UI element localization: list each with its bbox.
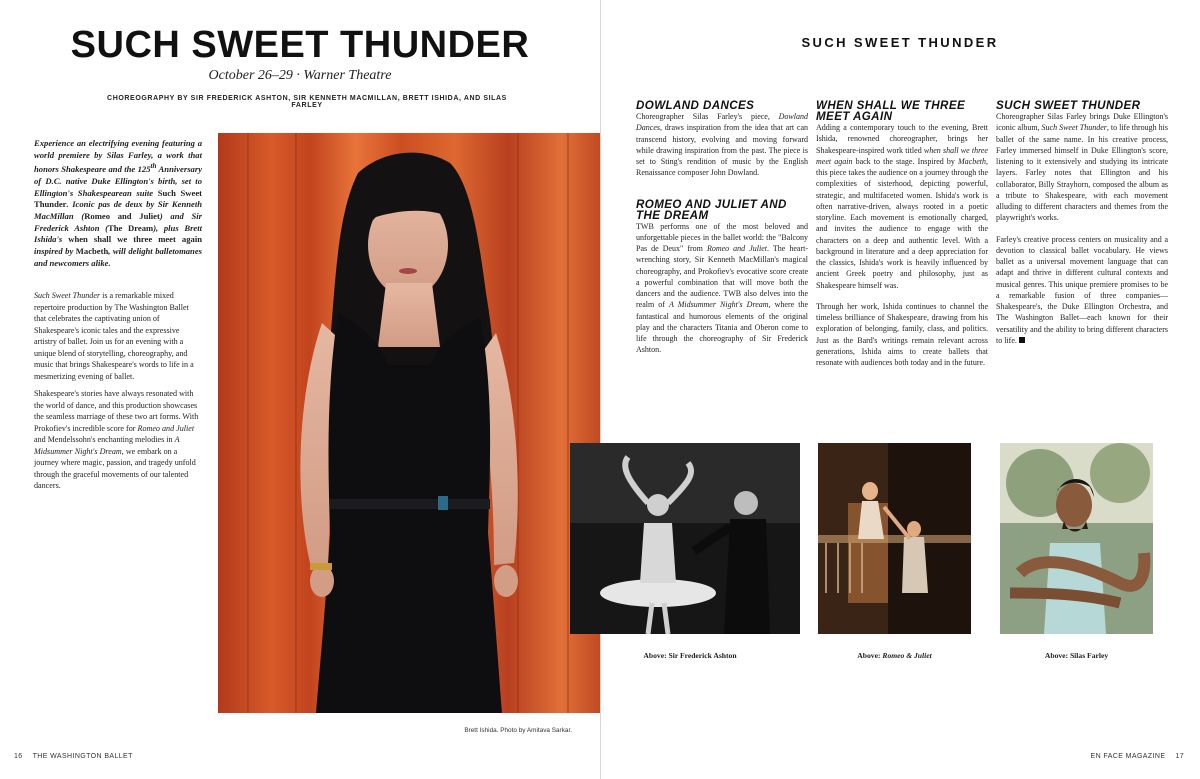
article-title: SUCH SWEET THUNDER	[70, 24, 530, 66]
section-text: Choreographer Silas Farley brings Duke Ellington's iconic album, Such Sweet Thunder, to life through his ballet of the same name. In his creative process, Farley immersed himself in Duke Ellington's score, listening to it extensively and studying its intricate layers. Farley notes that Ellington and his collaborator, Billy Strayhorn, composed the album as a tribute to Shakespeare, with each movement alluding to different characters and themes from the playwright's works.	[996, 112, 1168, 223]
page-number: 17	[1175, 753, 1184, 760]
publication-name: THE WASHINGTON BALLET	[32, 753, 133, 760]
section-text: Through her work, Ishida continues to channel the timeless brilliance of Shakespeare, drawing from his exploration of belonging, family, class, and politics. Just as the Bard's writings remain relevant across generations, Ishida aims to create ballets that resonate with audiences both today and in the future.	[816, 301, 988, 367]
publication-name: EN FACE MAGAZINE	[1090, 753, 1166, 760]
section-heading: WHEN SHALL WE THREE MEET AGAIN	[816, 99, 966, 123]
brett-ishida-portrait-photo	[218, 133, 600, 713]
caption-romeo-juliet: Above: Romeo & Juliet	[857, 651, 932, 660]
frederick-ashton-photo	[570, 443, 800, 634]
section-heading: ROMEO AND JULIET AND THE DREAM	[636, 197, 787, 222]
section-text: Adding a contemporary touch to the evening, Brett Ishida, renowned choreographer, brings her Shakespeare-inspired work titled when shall we three meet again back to the stage. Inspired by Macbeth, this piece takes the audience on a journey through the complexities of sisterhood, depicting powerful, strategic, and multifaceted women. Ishida's work is often narrative-driven, always rooted in a poetic storyline. Each movement is emotionally charged, and invites the audience to engage with the characters on a deep and authentic level. With a background in literature and a deep appreciation for the classics, Ishida's work is heavily influenced by ancient Greek poetry and philosophy, just as Shakespeare himself was.	[816, 123, 989, 290]
running-head: SUCH SWEET THUNDER	[801, 35, 999, 50]
page-gutter	[600, 0, 601, 779]
column-3	[996, 100, 1168, 346]
section-heading: DOWLAND DANCES	[636, 99, 755, 112]
body-paragraph: Such Sweet Thunder is a remarkable mixed repertoire production by The Washington Ballet that celebrates the captivating union of Shakespeare's iconic tales and the expressive artistry of ballet. Join us for an evening with a unique blend of storytelling, choreography, and music that brings Shakespeare's words to life in a mesmerizing evening of ballet.	[34, 291, 194, 381]
section-text: Choreographer Silas Farley's piece, Dowland Dances, draws inspiration from the idea that art can transcend history, evolving and moving forward while drawing inspiration from the past. The piece is set to Sting's rendition of music by the English Renaissance composer John Dowland.	[636, 112, 808, 178]
event-date-venue: October 26–29 · Warner Theatre	[208, 68, 392, 83]
romeo-and-juliet-photo	[818, 443, 971, 634]
end-mark	[1019, 337, 1025, 343]
caption-ashton: Above: Sir Frederick Ashton	[643, 651, 737, 660]
photo-credit: Brett Ishida. Photo by Amitava Sarkar.	[464, 727, 572, 734]
column-1	[636, 100, 808, 356]
section-text: TWB performs one of the most beloved and unforgettable pieces in the ballet world: the "Balcony Pas de Deux" from Romeo and Juliet. The heart-wrenching story, Sir Kenneth MacMillan's magical choreography, and Prokofiev's evocative score create a powerful combination that will move both the dancers and the audience. TWB also delves into the realm of A Midsummer Night's Dream, where the fantastical and humorous elements of the original play and the characters Titania and Oberon come to life through the choreography of Sir Frederick Ashton.	[636, 221, 808, 355]
section-heading: SUCH SWEET THUNDER	[996, 99, 1141, 112]
column-2	[816, 100, 988, 368]
intro-paragraph: Experience an electrifying evening featuring a world premiere by Silas Farley, a work that honors Shakespeare and the 125th Anniversary of D.C. native Duke Ellington's birth, set to Ellington's Shakespearean suite Such Sweet Thunder. Iconic pas de deux by Sir Kenneth MacMillan (Romeo and Juliet) and Sir Frederick Ashton (The Dream), plus Brett Ishida's when shall we three meet again inspired by Macbeth, will delight balletomanes and newcomers alike.	[34, 138, 203, 268]
footer-left	[14, 753, 133, 760]
footer-right	[1091, 753, 1184, 760]
caption-farley: Above: Silas Farley	[1044, 651, 1109, 660]
silas-farley-photo	[1000, 443, 1153, 634]
body-paragraph: Shakespeare's stories have always resonated with the world of dance, and this production showcases the seamless marriage of these two art forms. With Prokofiev's incredible score for Romeo and Juliet and Mendelssohn's enchanting melodies in A Midsummer Night's Dream, we embark on a journey where magic, passion, and tragedy unfold through the graceful movements of our talented dancers.	[34, 389, 199, 490]
section-text: Farley's creative process centers on musicality and a devotion to classical ballet vocabulary. He views ballet as a universal movement language that can adapt and thrive in different cultural contexts and musical genres. This unique premiere promises to be a remarkable fusion of three companies—Shakespeare's, the Duke Ellington Orchestra, and The Washington Ballet—each known for their versatility and the ability to bring different characters to life.	[996, 234, 1168, 345]
choreography-credits: CHOREOGRAPHY BY SIR FREDERICK ASHTON, SIR KENNETH MACMILLAN, BRETT ISHIDA, AND SILAS FARLEY	[107, 95, 507, 109]
page-number: 16	[14, 753, 23, 760]
